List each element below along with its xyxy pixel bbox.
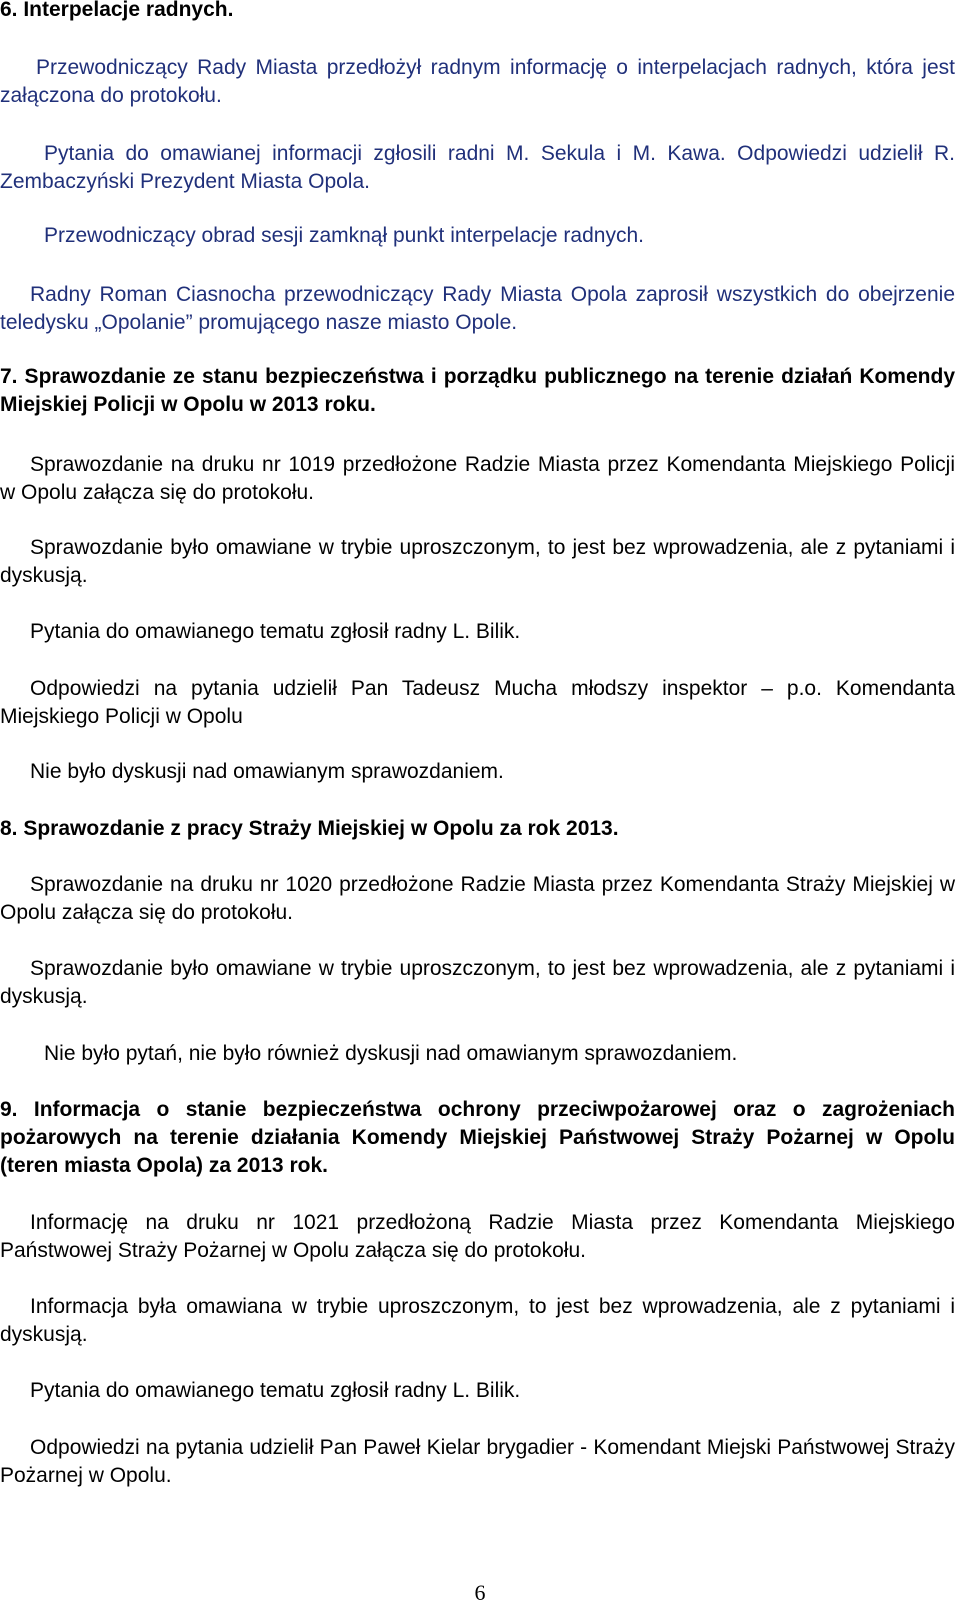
section-6-paragraph-1: Przewodniczący Rady Miasta przedłożył radnym informację o interpelacjach radnych, która jest załączona do protokołu.: [0, 56, 955, 107]
section-7-paragraph-3: Pytania do omawianego tematu zgłosił radny L. Bilik.: [30, 620, 521, 643]
section-9-paragraph-4: Odpowiedzi na pytania udzielił Pan Paweł Kielar brygadier - Komendant Miejski Państwowej Straży Pożarnej w Opolu.: [0, 1436, 955, 1487]
section-9-heading: 9. Informacja o stanie bezpieczeństwa ochrony przeciwpożarowej oraz o zagrożeniach pożarowych na terenie działania Komendy Miejskiej Państwowej Straży Pożarnej w Opolu (teren miasta Opola) za 2013 rok.: [0, 1098, 955, 1177]
page-number: 6: [474, 1580, 486, 1605]
section-8-paragraph-2: Sprawozdanie było omawiane w trybie uproszczonym, to jest bez wprowadzenia, ale z pytaniami i dyskusją.: [0, 957, 955, 1008]
section-6-heading: 6. Interpelacje radnych.: [0, 0, 234, 21]
section-6-paragraph-4: Radny Roman Ciasnocha przewodniczący Rady Miasta Opola zaprosił wszystkich do obejrzenie teledysku „Opolanie” promującego nasze miasto Opole.: [0, 283, 955, 334]
section-9-paragraph-3: Pytania do omawianego tematu zgłosił radny L. Bilik.: [30, 1379, 521, 1402]
section-7-paragraph-2: Sprawozdanie było omawiane w trybie uproszczonym, to jest bez wprowadzenia, ale z pytaniami i dyskusją.: [0, 536, 955, 587]
section-8-paragraph-3: Nie było pytań, nie było również dyskusji nad omawianym sprawozdaniem.: [44, 1042, 738, 1065]
section-8-paragraph-1: Sprawozdanie na druku nr 1020 przedłożone Radzie Miasta przez Komendanta Straży Miejskiej w Opolu załącza się do protokołu.: [0, 873, 955, 924]
section-7-paragraph-5: Nie było dyskusji nad omawianym sprawozdaniem.: [30, 760, 504, 783]
section-7-paragraph-4: Odpowiedzi na pytania udzielił Pan Tadeusz Mucha młodszy inspektor – p.o. Komendanta Miejskiego Policji w Opolu: [0, 677, 955, 728]
section-6-paragraph-3: Przewodniczący obrad sesji zamknął punkt interpelacje radnych.: [44, 224, 644, 247]
section-7-paragraph-1: Sprawozdanie na druku nr 1019 przedłożone Radzie Miasta przez Komendanta Miejskiego Policji w Opolu załącza się do protokołu.: [0, 453, 955, 504]
section-6-paragraph-2: Pytania do omawianej informacji zgłosili radni M. Sekula i M. Kawa. Odpowiedzi udzielił R. Zembaczyński Prezydent Miasta Opola.: [0, 142, 955, 193]
section-9-paragraph-1: Informację na druku nr 1021 przedłożoną Radzie Miasta przez Komendanta Miejskiego Państwowej Straży Pożarnej w Opolu załącza się do protokołu.: [0, 1211, 955, 1262]
section-9-paragraph-2: Informacja była omawiana w trybie uproszczonym, to jest bez wprowadzenia, ale z pytaniami i dyskusją.: [0, 1295, 955, 1346]
section-7-heading: 7. Sprawozdanie ze stanu bezpieczeństwa i porządku publicznego na terenie działań Komendy Miejskiej Policji w Opolu w 2013 roku.: [0, 365, 955, 416]
section-8-heading: 8. Sprawozdanie z pracy Straży Miejskiej w Opolu za rok 2013.: [0, 817, 619, 840]
